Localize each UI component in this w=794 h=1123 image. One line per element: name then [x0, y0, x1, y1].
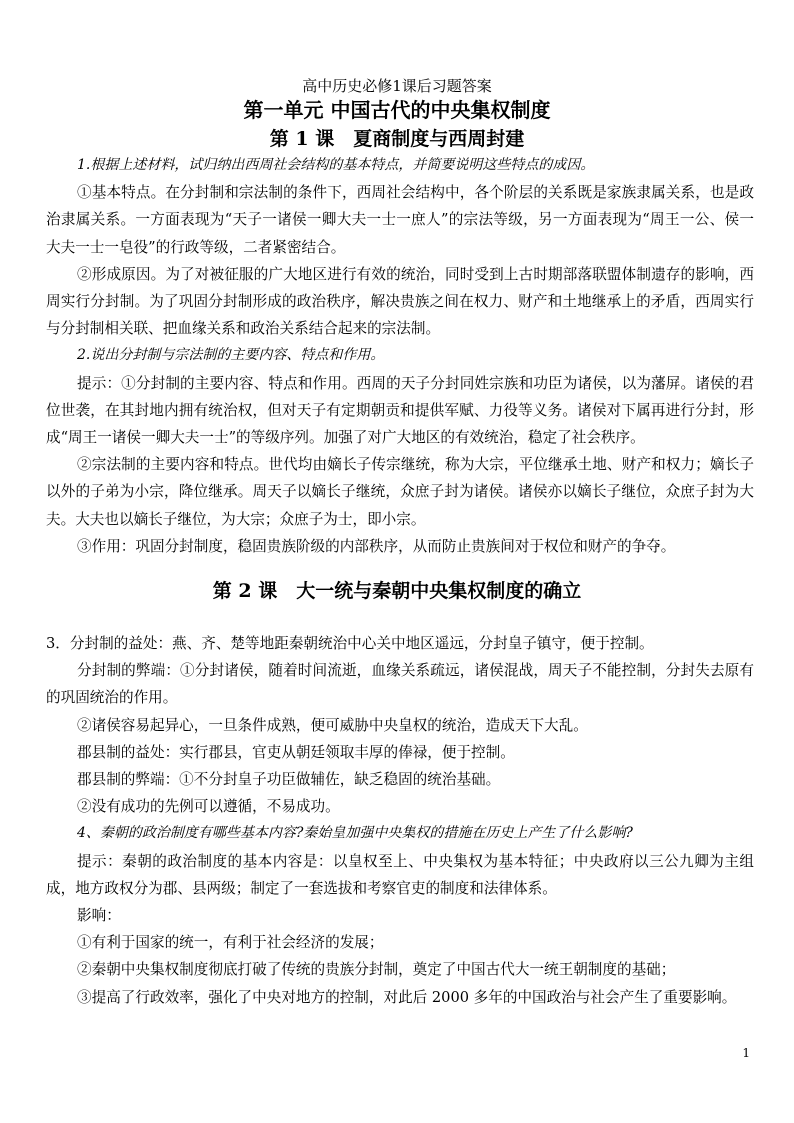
lesson-2-content [46, 630, 754, 1011]
answer-paragraph: ①有利于国家的统一，有利于社会经济的发展； [77, 934, 384, 952]
question-4: 4、秦朝的政治制度有哪些基本内容?秦始皇加强中央集权的措施在历史上产生了什么影响? [77, 825, 633, 842]
answer-paragraph: ②诸侯容易起异心，一旦条件成熟，便可威胁中央皇权的统治，造成天下大乱。 [77, 716, 588, 734]
document-title: 高中历史必修1课后习题答案 [302, 77, 492, 95]
unit-title: 第一单元 中国古代的中央集权制度 [243, 98, 551, 122]
lesson-1-title: 第 1 课 夏商制度与西周封建 [269, 128, 525, 150]
answer-paragraph: 郡县制的益处：实行郡县，官吏从朝廷领取丰厚的俸禄，便于控制。 [77, 743, 515, 761]
answer-paragraph: 分封制的弊端：①分封诸侯，随着时间流逝，血缘关系疏远，诸侯混战，周天子不能控制，分封失去原有的巩固统治的作用。 [46, 662, 754, 707]
answer-paragraph: ②形成原因。为了对被征服的广大地区进行有效的统治，同时受到上古时期部落联盟体制遗存的影响，西周实行分封制。为了巩固分封制形成的政治秩序，解决贵族之间在权力、财产和土地继承上的矛盾，西周实行与分封制相关联、把血缘关系和政治关系结合起来的宗法制。 [46, 265, 754, 338]
question-2: 2.说出分封制与宗法制的主要内容、特点和作用。 [77, 347, 385, 364]
answer-paragraph: 郡县制的弊端：①不分封皇子功臣做辅佐，缺乏稳固的统治基础。 [77, 771, 501, 789]
answer-paragraph: ②没有成功的先例可以遵循，不易成功。 [77, 798, 340, 816]
question-1: 1.根据上述材料，试归纳出西周社会结构的基本特点，并简要说明这些特点的成因。 [77, 157, 595, 173]
answer-paragraph: 提示：秦朝的政治制度的基本内容是：以皇权至上、中央集权为基本特征；中央政府以三公九卿为主组成，地方政权分为郡、县两级；制定了一套选拔和考察官吏的制度和法律体系。 [46, 852, 754, 897]
answer-paragraph: ②秦朝中央集权制度彻底打破了传统的贵族分封制，奠定了中国古代大一统王朝制度的基础； [77, 961, 676, 979]
answer-paragraph: 影响： [77, 907, 121, 925]
answer-paragraph: ③提高了行政效率，强化了中央对地方的控制，对此后 2000 多年的中国政治与社会产生了重要影响。 [77, 988, 737, 1006]
answer-paragraph: ②宗法制的主要内容和特点。世代均由嫡长子传宗继统，称为大宗，平位继承土地、财产和权力；嫡长子以外的子弟为小宗，降位继承。周天子以嫡长子继统，众庶子封为诸侯。诸侯亦以嫡长子继位，众庶子封为大夫。大夫也以嫡长子继位，为大宗；众庶子为士，即小宗。 [46, 456, 754, 528]
answer-paragraph: ①基本特点。在分封制和宗法制的条件下，西周社会结构中，各个阶层的关系既是家族隶属关系，也是政治隶属关系。一方面表现为“天子一诸侯一卿大夫一士一庶人”的宗法等级，另一方面表现为“周王一公、侯一大夫一士一皂役”的行政等级，二者紧密结合。 [46, 184, 754, 256]
answer-paragraph: 提示：①分封制的主要内容、特点和作用。西周的天子分封同姓宗族和功臣为诸侯，以为藩屏。诸侯的君位世袭，在其封地内拥有统治权，但对天子有定期朝贡和提供军赋、力役等义务。诸侯对下属再进行分封，形成“周王一诸侯一卿大夫一士”的等级序列。加强了对广大地区的有效统治，稳定了社会秩序。 [46, 374, 754, 447]
page-number: 1 [742, 1046, 750, 1060]
lesson-2-title: 第 2 课 大一统与秦朝中央集权制度的确立 [212, 580, 582, 602]
answer-paragraph: ③作用：巩固分封制度，稳固贵族阶级的内部秩序，从而防止贵族间对于权位和财产的争夺。 [77, 537, 676, 555]
lesson-1-content [46, 152, 754, 560]
answer-paragraph: 3．分封制的益处：燕、齐、楚等地距秦朝统治中心关中地区遥远，分封皇子镇守，便于控制。 [46, 635, 654, 652]
